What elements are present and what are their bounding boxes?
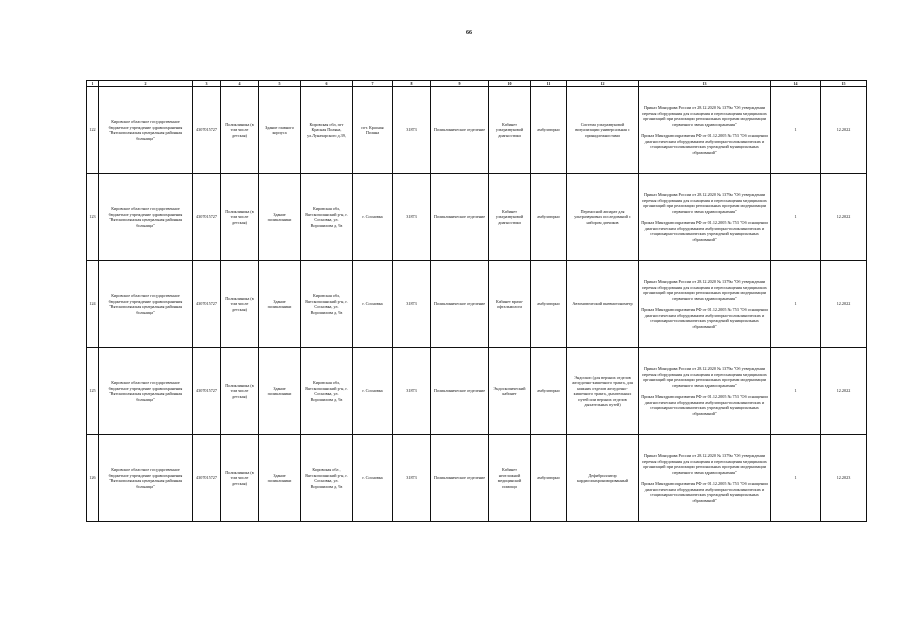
table-row [87,87,867,174]
regulatory-order: Приказ Минздрава России от 28.12.2020 № 1379н "Об утверждении перечня оборудования для оснащения и переоснащения медицинских организаций при реализации региональных программ модернизации первичного звена здравоохранения" Приказ Минздравсоцразвития РФ от 01.12.2005 № 753 "Об оснащении диагностическим оборудованием амбулаторно-поликлинических и стационарно-поликлинических учреждений муниципальных образований" [639,87,771,174]
inn-code: 4307015727 [193,174,221,261]
regulatory-order: Приказ Минздрава России от 28.12.2020 № 1379н "Об утверждении перечня оборудования для оснащения и переоснащения медицинских организаций при реализации региональных программ модернизации первичного звена здравоохранения" Приказ Минздравсоцразвития РФ от 01.12.2005 № 753 "Об оснащении диагностическим оборудованием амбулаторно-поликлинических и стационарно-поликлинических учреждений муниципальных образований" [639,435,771,522]
organization-name: Кировское областное государственное бюджетное учреждение здравоохранения "Вятскополянская центральная районная больница" [99,435,193,522]
department: Поликлиническое отделение [431,348,489,435]
column-header: 1 [87,81,99,87]
building-name: Здание главного корпуса [259,87,301,174]
regulatory-order: Приказ Минздрава России от 28.12.2020 № 1379н "Об утверждении перечня оборудования для оснащения и переоснащения медицинских организаций при реализации региональных программ модернизации первичного звена здравоохранения" Приказ Минздравсоцразвития РФ от 01.12.2005 № 753 "Об оснащении диагностическим оборудованием амбулаторно-поликлинических и стационарно-поликлинических учреждений муниципальных образований" [639,348,771,435]
room-name: Эндоскопический кабинет [489,348,531,435]
care-profile: амбулаторно [531,87,567,174]
oktmo-code: 31873 [393,261,431,348]
column-header: 7 [353,81,393,87]
equipment-name: Переносной аппарат для ультразвуковых исследований с набором датчиков [567,174,639,261]
column-header: 9 [431,81,489,87]
column-header: 15 [821,81,867,87]
inn-code: 4307015727 [193,87,221,174]
care-profile: амбулаторно [531,435,567,522]
table-row [87,174,867,261]
quantity: 1 [771,261,821,348]
organization-name: Кировское областное государственное бюджетное учреждение здравоохранения "Вятскополянская центральная районная больница" [99,261,193,348]
equipment-table [86,80,867,522]
planned-date: 12.2022 [821,174,867,261]
equipment-name: Эндоскоп (для верхних отделов желудочно-кишечного тракта, для нижних отделов желудочно-кишечного тракта, дыхательных путей или верхних отделов дыхательных путей) [567,348,639,435]
department: Поликлиническое отделение [431,174,489,261]
equipment-name: Дефибриллятор кардиосинхронизированный [567,435,639,522]
column-header: 2 [99,81,193,87]
settlement: г. Сосновка [353,261,393,348]
room-name: Кабинет врача-офтальмолога [489,261,531,348]
department: Поликлиническое отделение [431,435,489,522]
subdivision: Поликлиника (в том числе детская) [221,261,259,348]
quantity: 1 [771,348,821,435]
table-body [87,87,867,522]
address: Кировская обл , Вятскополянский р-н, г. Сосновка, ул. Ворошилова д. 9а [301,435,353,522]
settlement: пгт. Красная Поляна [353,87,393,174]
regulatory-order: Приказ Минздрава России от 28.12.2020 № 1379н "Об утверждении перечня оборудования для оснащения и переоснащения медицинских организаций при реализации региональных программ модернизации первичного звена здравоохранения" Приказ Минздравсоцразвития РФ от 01.12.2005 № 753 "Об оснащении диагностическим оборудованием амбулаторно-поликлинических и стационарно-поликлинических учреждений муниципальных образований" [639,261,771,348]
column-header: 4 [221,81,259,87]
inn-code: 4307015727 [193,435,221,522]
care-profile: амбулаторно [531,261,567,348]
table-row [87,261,867,348]
inn-code: 4307015727 [193,348,221,435]
oktmo-code: 31873 [393,435,431,522]
table-row [87,348,867,435]
column-header: 8 [393,81,431,87]
building-name: Здание поликлиники [259,435,301,522]
subdivision: Поликлиника (в том числе детская) [221,435,259,522]
address: Кировская обл, Вятскополянский р-н, г. Сосновка, ул. Ворошилова д. 9а [301,261,353,348]
address: Кировская обл, Вятскополянский р-н, г. Сосновка, ул. Ворошилова д. 9а [301,174,353,261]
address: Кировская обл, Вятскополянский р-н, г. Сосновка, ул. Ворошилова д. 9а [301,348,353,435]
oktmo-code: 31873 [393,87,431,174]
address: Кировская обл, пгт Красная Поляна, ул.Луначарского д.39, [301,87,353,174]
organization-name: Кировское областное государственное бюджетное учреждение здравоохранения "Вятскополянская центральная районная больница" [99,348,193,435]
quantity: 1 [771,87,821,174]
quantity: 1 [771,174,821,261]
planned-date: 12.2022 [821,261,867,348]
regulatory-order: Приказ Минздрава России от 28.12.2020 № 1379н "Об утверждении перечня оборудования для оснащения и переоснащения медицинских организаций при реализации региональных программ модернизации первичного звена здравоохранения" Приказ Минздравсоцразвития РФ от 01.12.2005 № 753 "Об оснащении диагностическим оборудованием амбулаторно-поликлинических и стационарно-поликлинических учреждений муниципальных образований" [639,174,771,261]
organization-name: Кировское областное государственное бюджетное учреждение здравоохранения "Вятскополянская центральная районная больница" [99,87,193,174]
building-name: Здание поликлиники [259,261,301,348]
care-profile: амбулаторно [531,174,567,261]
row-number: 123 [87,174,99,261]
oktmo-code: 31873 [393,348,431,435]
inn-code: 4307015727 [193,261,221,348]
row-number: 125 [87,348,99,435]
settlement: г. Сосновка [353,348,393,435]
oktmo-code: 31873 [393,174,431,261]
column-header: 14 [771,81,821,87]
equipment-name: Автоматический пневмотонометр [567,261,639,348]
room-name: Кабинет неотложной медицинской помощи [489,435,531,522]
column-header: 11 [531,81,567,87]
subdivision: Поликлиника (в том числе детская) [221,174,259,261]
room-name: Кабинет ультразвуковой диагностики [489,174,531,261]
column-header: 10 [489,81,531,87]
planned-date: 12.2022 [821,348,867,435]
subdivision: Поликлиника (в том числе детская) [221,348,259,435]
quantity: 1 [771,435,821,522]
column-header: 5 [259,81,301,87]
column-header: 12 [567,81,639,87]
row-number: 124 [87,261,99,348]
department: Поликлиническое отделение [431,261,489,348]
subdivision: Поликлиника (в том числе детская) [221,87,259,174]
row-number: 126 [87,435,99,522]
building-name: Здание поликлиники [259,348,301,435]
planned-date: 12.2023 [821,435,867,522]
column-header: 3 [193,81,221,87]
organization-name: Кировское областное государственное бюджетное учреждение здравоохранения "Вятскополянская центральная районная больница" [99,174,193,261]
building-name: Здание поликлиники [259,174,301,261]
settlement: г. Сосновка [353,435,393,522]
table-row [87,435,867,522]
column-header: 13 [639,81,771,87]
page-number: 66 [466,30,472,36]
planned-date: 12.2022 [821,87,867,174]
settlement: г. Сосновка [353,174,393,261]
column-header: 6 [301,81,353,87]
room-name: Кабинет ультразвуковой диагностики [489,87,531,174]
care-profile: амбулаторно [531,348,567,435]
row-number: 122 [87,87,99,174]
equipment-name: Система ультразвуковой визуализации универсальная с принадлежностями [567,87,639,174]
department: Поликлиническое отделение [431,87,489,174]
